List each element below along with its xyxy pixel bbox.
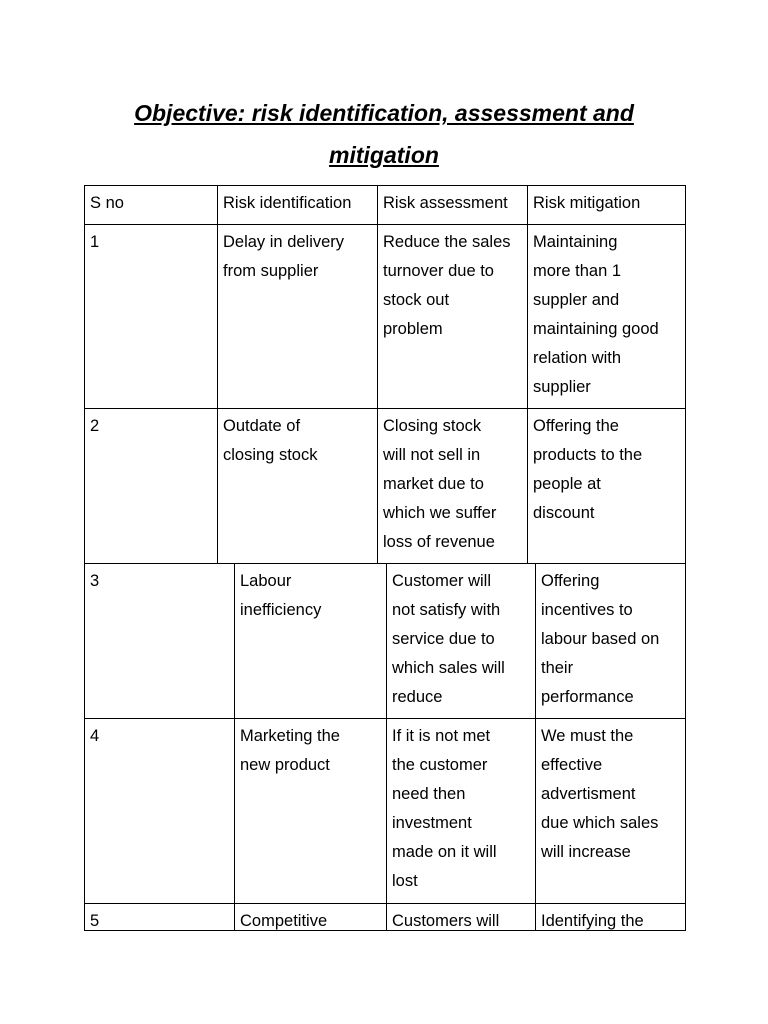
title-line-2: mitigation — [329, 142, 439, 168]
row-4-sno: 4 — [90, 727, 100, 745]
table-row — [85, 225, 685, 409]
row-5-assessment: Customers will — [392, 912, 500, 930]
row-1-identification: Delay in delivery from supplier — [223, 233, 345, 280]
header-risk-mitigation: Risk mitigation — [533, 194, 641, 212]
row-1-mitigation: Maintaining more than 1 suppler and maintaining good relation with supplier — [533, 233, 659, 396]
table-header-row — [85, 186, 685, 225]
row-5-mitigation: Identifying the — [541, 912, 644, 930]
row-1-assessment: Reduce the sales turnover due to stock out problem — [383, 233, 511, 338]
row-2-sno: 2 — [90, 417, 100, 435]
header-risk-identification: Risk identification — [223, 194, 352, 212]
table-row — [85, 719, 685, 904]
row-4-mitigation: We must the effective advertisment due which sales will increase — [541, 727, 659, 861]
document-title — [84, 92, 684, 176]
row-3-assessment: Customer will not satisfy with service due to which sales will reduce — [392, 572, 505, 706]
row-5-sno: 5 — [90, 912, 100, 930]
table-row — [85, 564, 685, 719]
row-2-assessment: Closing stock will not sell in market due to which we suffer loss of revenue — [383, 417, 497, 551]
table-row — [85, 409, 685, 564]
table-row — [85, 904, 685, 931]
row-4-identification: Marketing the new product — [240, 727, 340, 774]
row-4-assessment: If it is not met the customer need then investment made on it will lost — [392, 727, 497, 890]
row-1-sno: 1 — [90, 233, 100, 251]
row-2-mitigation: Offering the products to the people at discount — [533, 417, 643, 522]
header-sno: S no — [90, 194, 124, 212]
row-5-identification: Competitive — [240, 912, 328, 930]
row-3-sno: 3 — [90, 572, 100, 590]
risk-table — [84, 185, 686, 931]
row-2-identification: Outdate of closing stock — [223, 417, 318, 464]
header-risk-assessment: Risk assessment — [383, 194, 508, 212]
row-3-mitigation: Offering incentives to labour based on their performance — [541, 572, 660, 706]
row-3-identification: Labour inefficiency — [240, 572, 322, 619]
title-line-1: Objective: risk identification, assessment and — [134, 100, 634, 126]
